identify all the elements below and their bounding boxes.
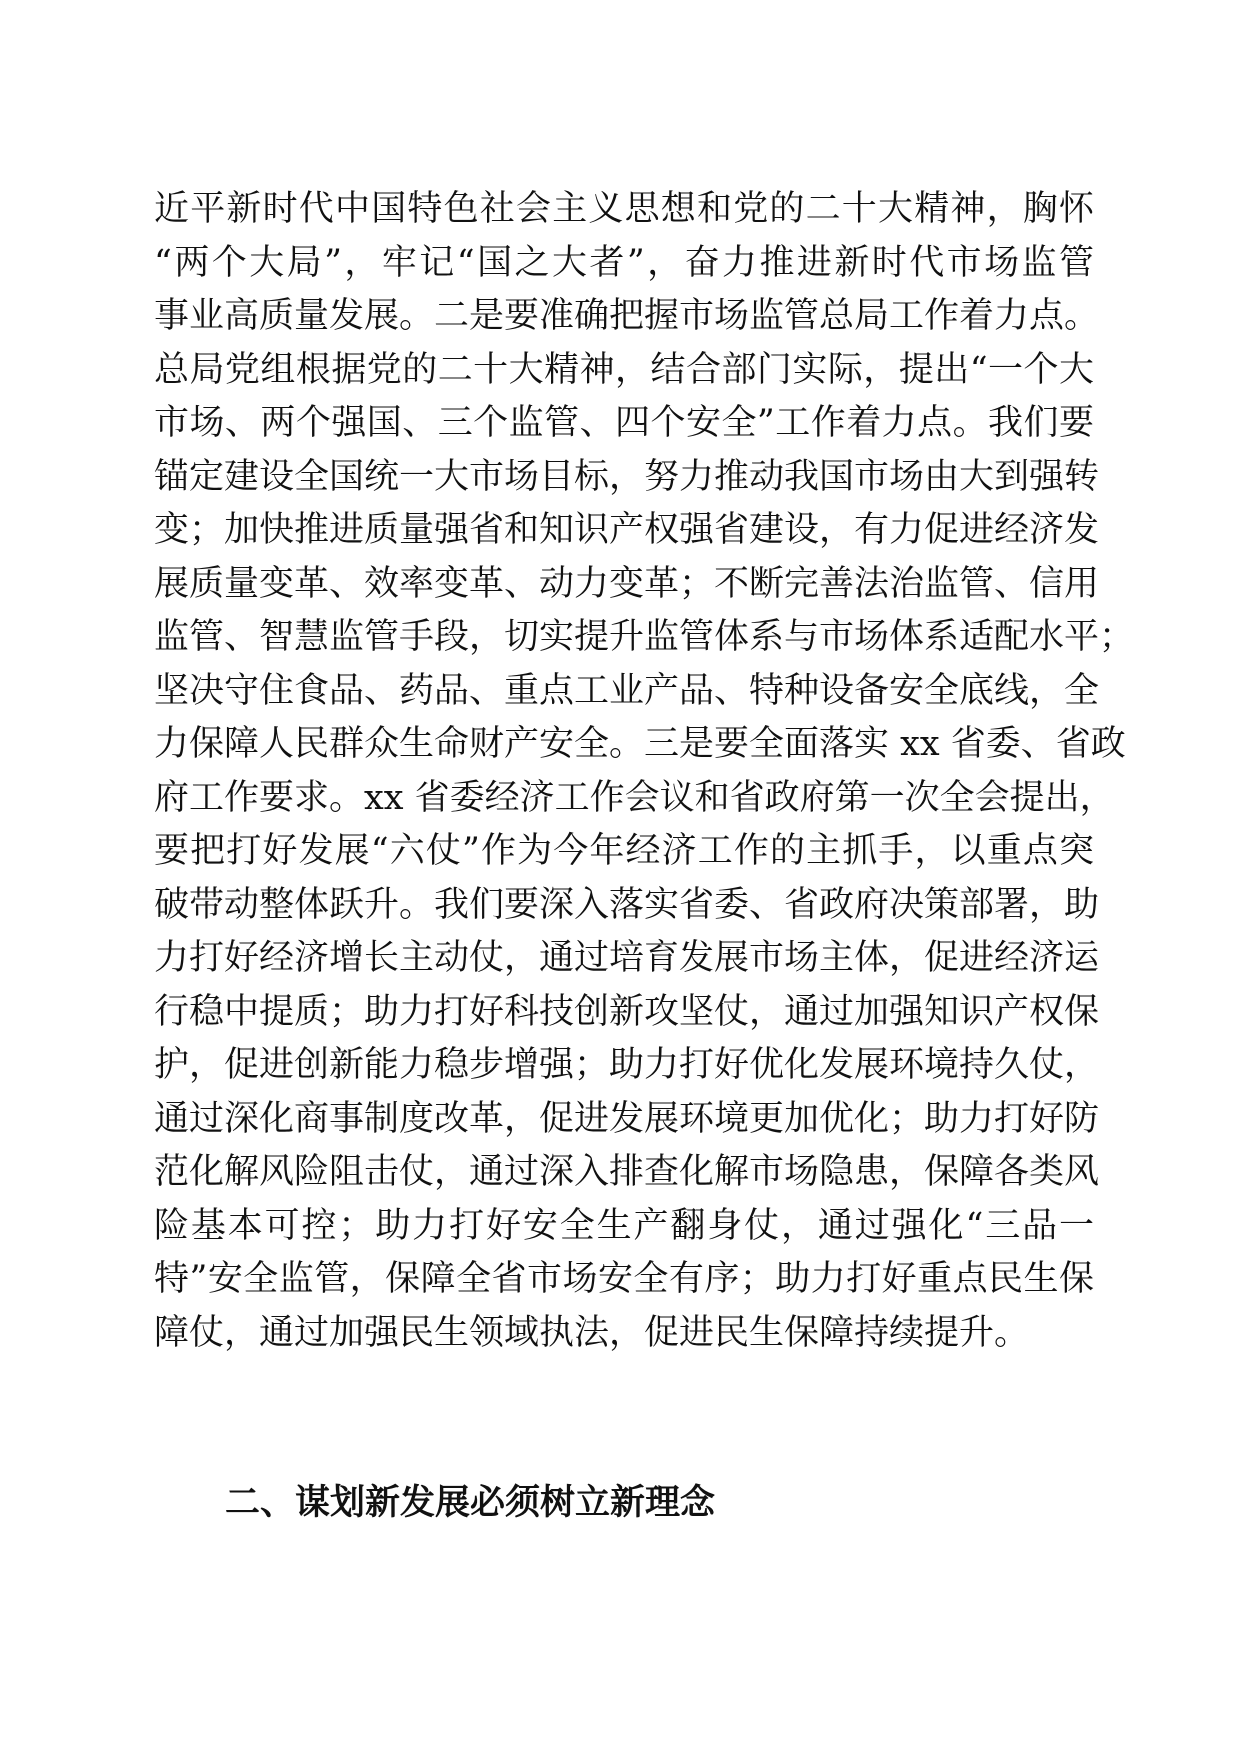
- body-line: 事业高质量发展。二是要准确把握市场监管总局工作着力点。: [154, 296, 1100, 336]
- body-line: 展质量变革、效率变革、动力变革；不断完善法治监管、信用: [154, 563, 1100, 604]
- body-line: 范化解风险阻击仗，通过深入排查化解市场隐患，保障各类风: [154, 1152, 1100, 1192]
- body-line: 市场、两个强国、三个监管、四个安全”工作着力点。我们要: [154, 403, 1094, 443]
- body-line: 力保障人民群众生命财产安全。三是要全面落实 xx 省委、省政: [154, 724, 1126, 764]
- body-line: 护，促进创新能力稳步增强；助力打好优化发展环境持久仗，: [154, 1045, 1100, 1085]
- body-paragraph: [154, 183, 1135, 1360]
- body-line: 险基本可控；助力打好安全生产翻身仗，通过强化“三品一: [154, 1205, 1094, 1246]
- body-line: 障仗，通过加强民生领域执法，促进民生保障持续提升。: [154, 1312, 1030, 1353]
- body-line: 破带动整体跃升。我们要深入落实省委、省政府决策部署，助: [154, 884, 1100, 925]
- body-line: 总局党组根据党的二十大精神，结合部门实际，提出“一个大: [154, 349, 1094, 390]
- section-heading: 二、谋划新发展必须树立新理念: [225, 1483, 716, 1523]
- body-line: “两个大局”，牢记“国之大者”，奋力推进新时代市场监管: [154, 242, 1094, 283]
- body-line: 通过深化商事制度改革，促进发展环境更加优化；助力打好防: [154, 1098, 1100, 1139]
- body-line: 力打好经济增长主动仗，通过培育发展市场主体，促进经济运: [154, 938, 1100, 978]
- body-line: 要把打好发展“六仗”作为今年经济工作的主抓手，以重点突: [154, 831, 1094, 871]
- body-line: 监管、智慧监管手段，切实提升监管体系与市场体系适配水平；: [154, 617, 1135, 657]
- body-line: 府工作要求。xx 省委经济工作会议和省政府第一次全会提出，: [154, 777, 1115, 818]
- body-line: 变；加快推进质量强省和知识产权强省建设，有力促进经济发: [154, 510, 1100, 550]
- body-line: 特”安全监管，保障全省市场安全有序；助力打好重点民生保: [154, 1259, 1094, 1299]
- body-line: 锚定建设全国统一大市场目标，努力推动我国市场由大到强转: [154, 456, 1100, 497]
- body-line: 坚决守住食品、药品、重点工业产品、特种设备安全底线，全: [154, 670, 1100, 711]
- body-line: 近平新时代中国特色社会主义思想和党的二十大精神，胸怀: [154, 189, 1094, 229]
- body-line: 行稳中提质；助力打好科技创新攻坚仗，通过加强知识产权保: [154, 991, 1100, 1032]
